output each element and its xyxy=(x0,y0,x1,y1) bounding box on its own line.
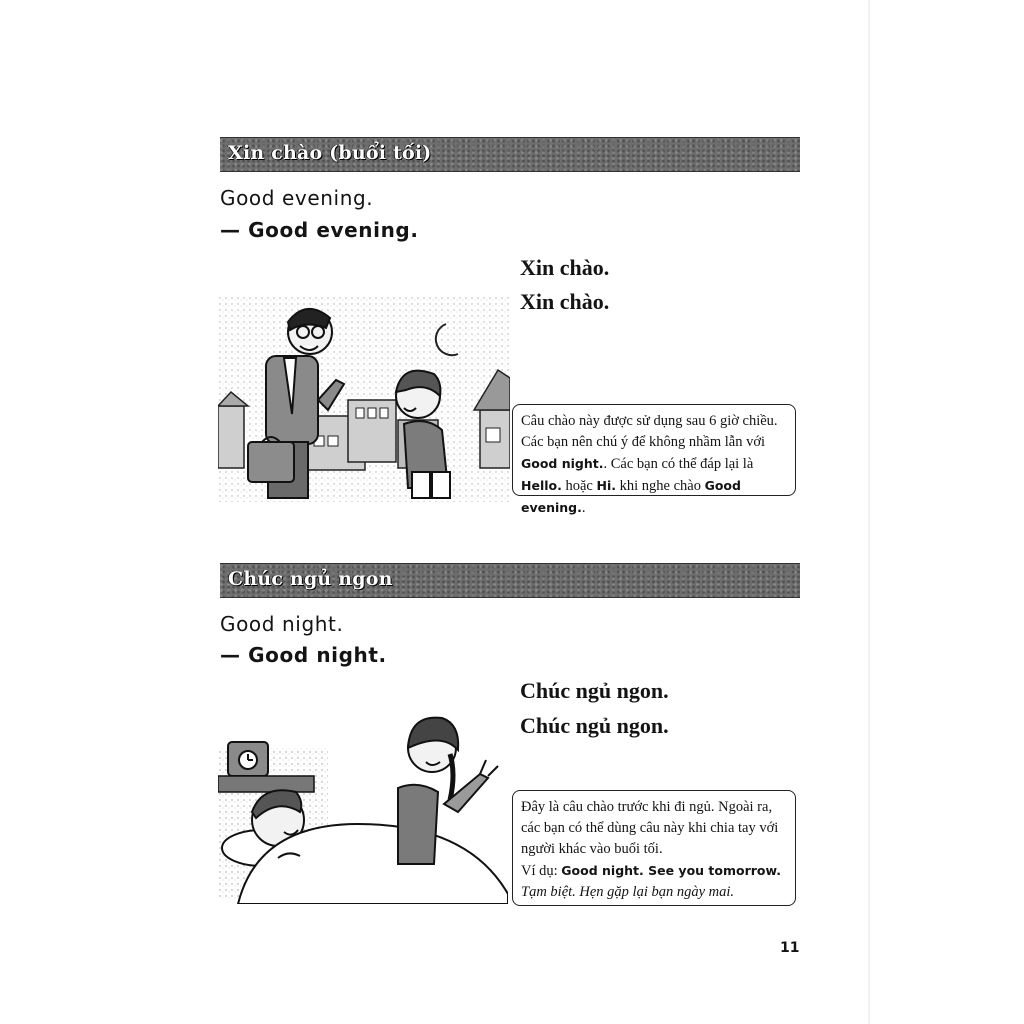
note-text: Đây là câu chào trước khi đi ngủ. Ngoài ra, các bạn có thể dùng câu này khi chia tay với người khác vào buổi tối. xyxy=(521,799,779,857)
note-keyword: Good evening. xyxy=(521,478,741,515)
usage-note-good-night xyxy=(512,790,796,906)
note-text: . xyxy=(581,500,586,516)
vietnamese-phrase: Xin chào. xyxy=(520,255,610,280)
example-english: Good night. See you tomorrow. xyxy=(561,863,782,878)
english-phrase: Good night. xyxy=(220,612,344,636)
section-title: Xin chào (buổi tối) xyxy=(228,142,432,164)
evening-greeting-illustration xyxy=(218,296,510,502)
section-banner-good-night xyxy=(220,563,800,598)
note-text: . Các bạn có thể đáp lại là xyxy=(603,456,754,472)
note-keyword: Hi. xyxy=(596,478,616,493)
vietnamese-reply: Chúc ngủ ngon. xyxy=(520,713,669,738)
english-reply: — Good night. xyxy=(220,643,387,667)
usage-note-good-evening xyxy=(512,404,796,516)
english-reply: — Good evening. xyxy=(220,218,419,242)
section-banner-good-evening xyxy=(220,137,800,172)
example-label: Ví dụ: xyxy=(521,863,562,879)
english-phrase: Good evening. xyxy=(220,186,374,210)
example-vietnamese: Tạm biệt. Hẹn gặp lại bạn ngày mai. xyxy=(521,884,735,900)
vietnamese-phrase: Chúc ngủ ngon. xyxy=(520,678,669,703)
section-title: Chúc ngủ ngon xyxy=(228,568,393,590)
note-keyword: Hello. xyxy=(521,478,562,493)
good-night-illustration xyxy=(218,708,508,904)
page-number: 11 xyxy=(780,940,800,956)
page-edge xyxy=(868,0,870,1024)
note-text: Câu chào này được sử dụng sau 6 giờ chiều. Các bạn nên chú ý để không nhầm lẫn với xyxy=(521,413,778,450)
note-text: hoặc xyxy=(561,478,597,494)
note-text: khi nghe chào xyxy=(615,478,705,494)
vietnamese-reply: Xin chào. xyxy=(520,289,610,314)
note-keyword: Good night. xyxy=(521,456,604,471)
